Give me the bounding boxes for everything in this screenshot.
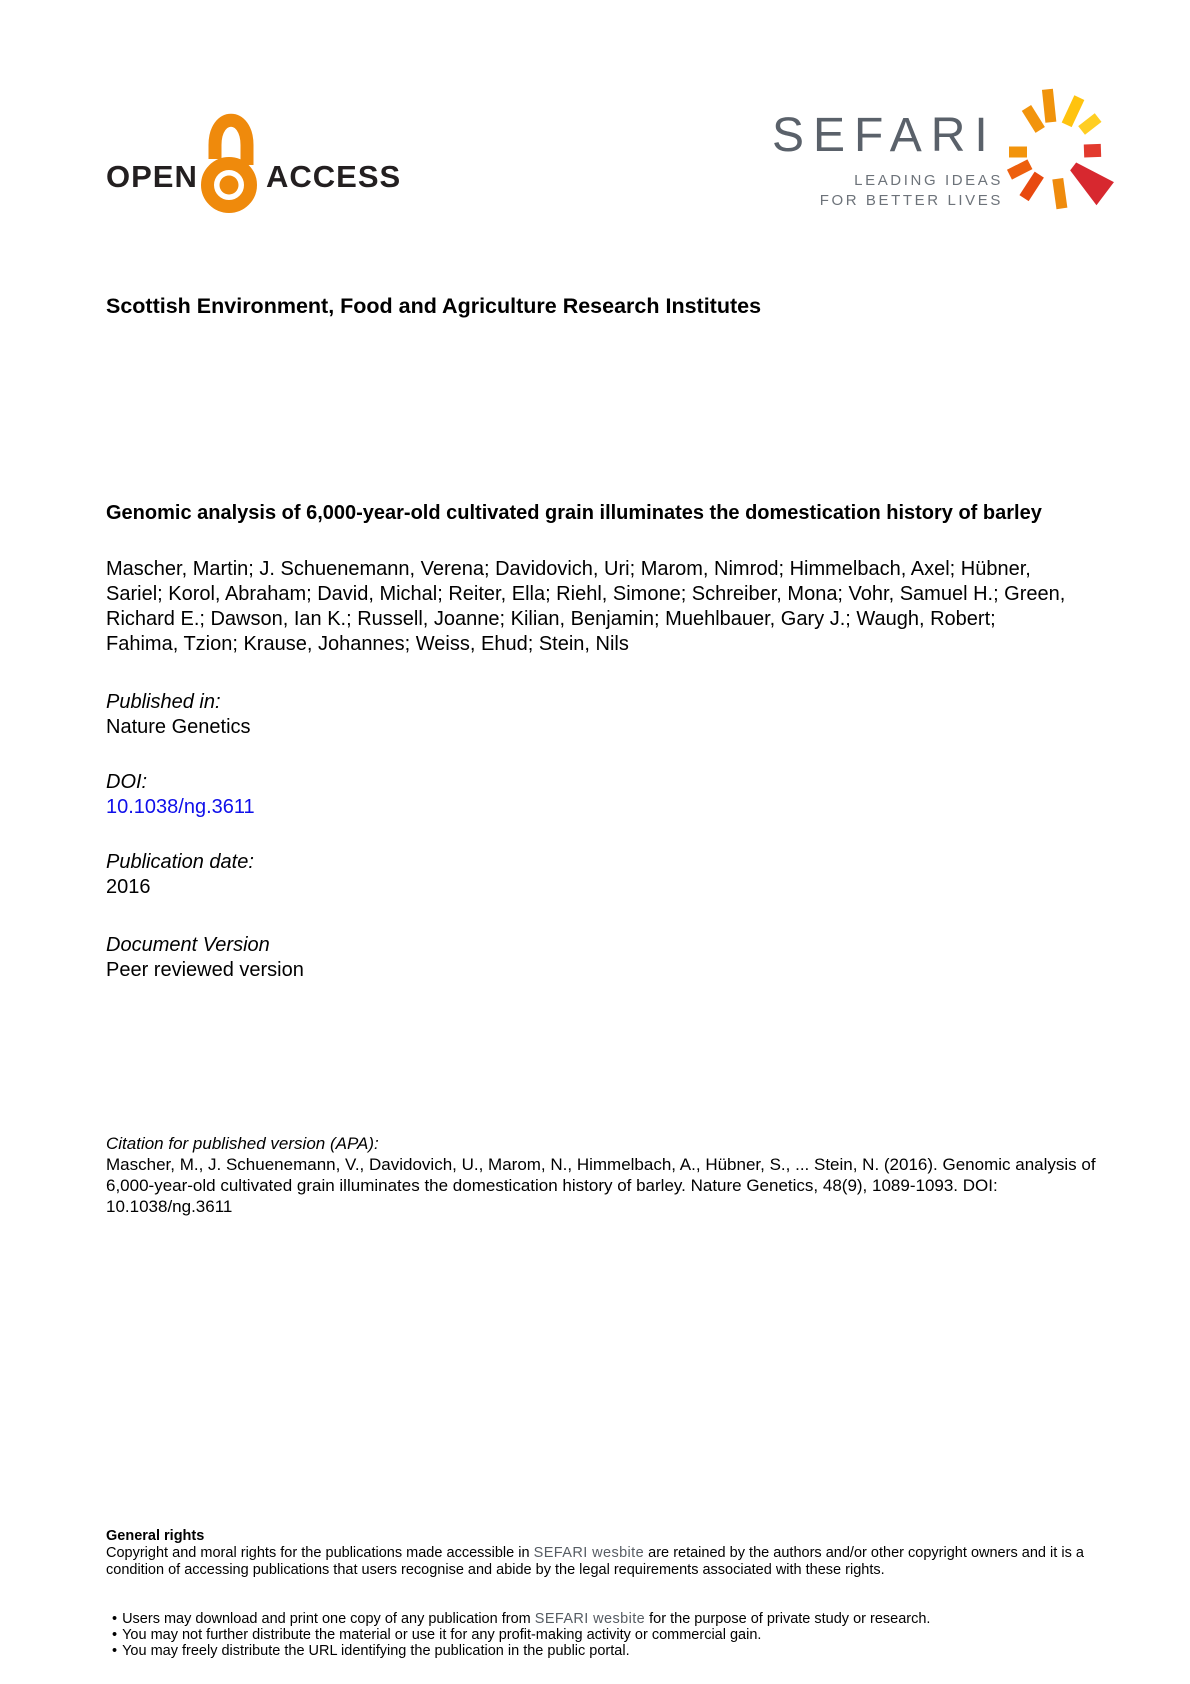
rights-text: are retained by the authors and/or other copyright owners and it is a condition of accessing publications that users recognise and abide by the legal requirements associated with these rights.: [106, 1545, 1084, 1578]
rights-bullet: [112, 1628, 1084, 1644]
general-rights-paragraph: [106, 1545, 1084, 1578]
sefari-tagline-line2: FOR BETTER LIVES: [819, 192, 1003, 209]
open-access-logo-access-text: ACCESS: [266, 159, 402, 194]
sefari-tagline-line1: LEADING IDEAS: [854, 172, 1003, 189]
bullet-glyph: •: [112, 1611, 118, 1627]
rights-bullet: [112, 1612, 1084, 1628]
sefari-logo-text: SEFARI: [772, 109, 997, 162]
rights-bullet: [112, 1644, 1084, 1660]
starburst-icon: [1002, 86, 1124, 220]
published-in-value: Nature Genetics: [106, 716, 251, 738]
doi-link[interactable]: 10.1038/ng.3611: [106, 796, 255, 818]
bullet-text: for the purpose of private study or research.: [645, 1611, 931, 1627]
published-in-block: [106, 690, 251, 740]
published-in-label: Published in:: [106, 691, 221, 713]
doi-block: [106, 770, 255, 820]
document-version-value: Peer reviewed version: [106, 959, 304, 981]
sefari-brand-mention: SEFARI wesbite: [534, 1611, 646, 1627]
bullet-glyph: •: [112, 1626, 118, 1643]
open-lock-icon: [199, 101, 257, 215]
document-version-block: [106, 933, 304, 983]
rights-text: Copyright and moral rights for the publications made accessible in: [106, 1545, 534, 1561]
publication-date-block: [106, 850, 254, 900]
open-access-logo-open-text: OPEN: [106, 159, 198, 194]
publication-title: Genomic analysis of 6,000-year-old cultivated grain illuminates the domestication history of barley: [106, 502, 1042, 524]
citation-text: Mascher, M., J. Schuenemann, V., Davidovich, U., Marom, N., Himmelbach, A., Hübner, S., ... Stein, N. (2016). Genomic analysis of 6,000-year-old cultivated grain illuminates the domestication history of barley. Nature Genetics, 48(9), 1089-1093. DOI: 10.1038/ng.3611: [106, 1155, 1096, 1216]
general-rights-section: [106, 1528, 1084, 1578]
bullet-glyph: •: [112, 1642, 118, 1659]
publication-date-label: Publication date:: [106, 851, 254, 873]
sefari-brand-mention: SEFARI wesbite: [533, 1545, 645, 1561]
publication-date-value: 2016: [106, 876, 151, 898]
bullet-text: You may freely distribute the URL identifying the publication in the public portal.: [122, 1642, 630, 1659]
institution-heading: Scottish Environment, Food and Agriculture Research Institutes: [106, 294, 762, 318]
general-rights-heading: General rights: [106, 1528, 205, 1544]
publication-authors: Mascher, Martin; J. Schuenemann, Verena; Davidovich, Uri; Marom, Nimrod; Himmelbach, Axel; Hübner, Sariel; Korol, Abraham; David, Michal; Reiter, Ella; Riehl, Simone; Schreiber, Mona; Vohr, Samuel H.; Green, Richard E.; Dawson, Ian K.; Russell, Joanne; Kilian, Benjamin; Muehlbauer, Gary J.; Waugh, Robert; Fahima, Tzion; Krause, Johannes; Weiss, Ehud; Stein, Nils: [106, 558, 1066, 655]
doi-label: DOI:: [106, 771, 148, 793]
document-version-label: Document Version: [106, 934, 270, 956]
citation-label: Citation for published version (APA):: [106, 1134, 379, 1153]
citation-block: [106, 1133, 1096, 1217]
bullet-text: Users may download and print one copy of any publication from: [122, 1611, 535, 1627]
general-rights-bullet-list: [112, 1612, 1084, 1659]
bullet-text: You may not further distribute the material or use it for any profit-making activity or commercial gain.: [122, 1626, 762, 1643]
